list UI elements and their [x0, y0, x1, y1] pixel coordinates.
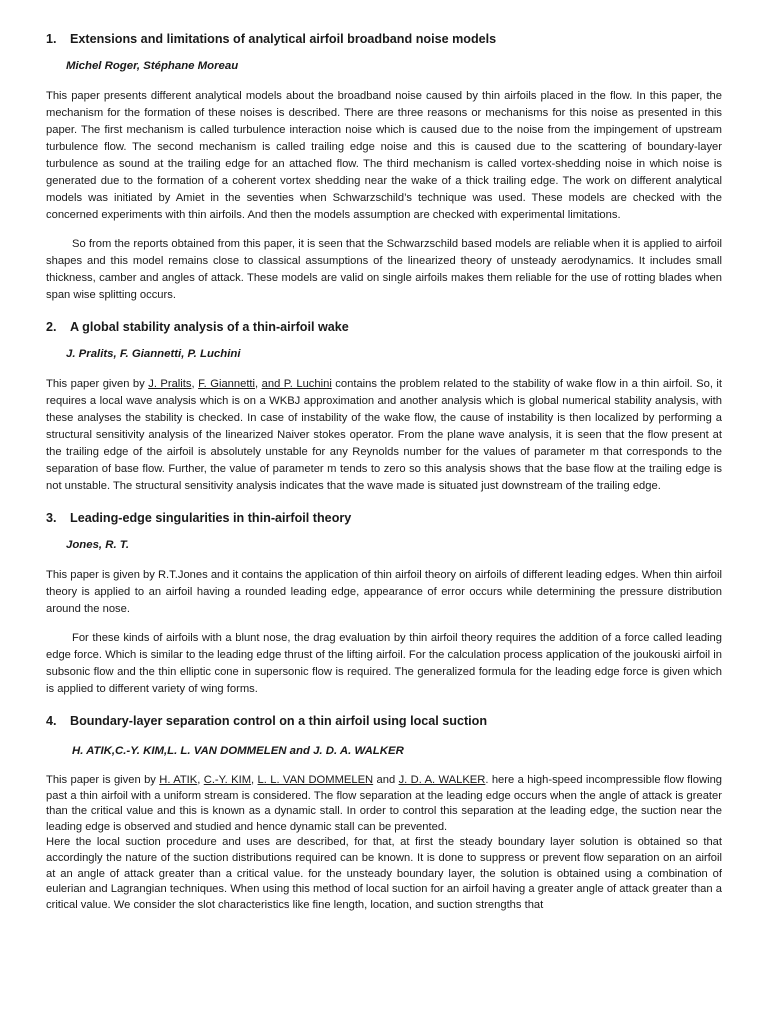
section-4-text-post: . here a high-speed incompressible flow flowing past a thin airfoil with a uniform stream is considered. The flow separation at the leading edge occurs when the angle of attack is greater than the critical value and this is known as a dynamic stall. In order to control this separation at the leading edge, the suction near the leading edge is observed and studied and hence dynamic stall can be prevented. [46, 774, 723, 833]
section-3-paragraph-1: This paper is given by R.T.Jones and it contains the application of thin airfoil theory on airfoils of different leading edges. When thin airfoil theory is applied to an airfoil having a rounded leading edge, appearance of error occurs while determining the pressure distribution around the nose. [46, 569, 722, 615]
author-link-pralits[interactable]: J. Pralits [148, 378, 192, 390]
section-4-paragraph-1 [46, 773, 722, 835]
section-3-authors: Jones, R. T. [66, 539, 130, 551]
section-1-authors: Michel Roger, Stéphane Moreau [66, 60, 239, 72]
author-link-kim[interactable]: C.-Y. KIM [203, 774, 252, 786]
section-4-paragraph-2: Here the local suction procedure and uses are described, for that, at first the steady boundary layer solution is obtained so that accordingly the nature of the suction distributions required can be known. It is done to suppress or prevent flow separation on an airfoil at an angle of attack greater than a critical value. for the unsteady boundary layer, the solution is obtained using a combination of eulerian and Lagrangian techniques. When using this method of local suction for an airfoil having a greater angle of attack greater than a critical value. We consider the slot characteristics like fine length, location, and suction strengths that [46, 836, 722, 911]
section-2-text-post: contains the problem related to the stability of wake flow in a thin airfoil. So, it requires a local wave analysis which is on a WKBJ approximation and another analysis which is global numerical stability analysis, with these analyses the stability is checked. In case of instability of the wake flow, the cause of instability is then localized by performing a structural sensitivity analysis of the linearized Naiver stokes operator. From the plane wave analysis, it is seen that the flow present at the trailing edge of the airfoil is absolutely unstable for any Reynolds number for the values of parameter m that corresponds to the separation of base flow. Further, the value of parameter m tends to zero so this analysis shows that the base flow at the trailing edge is not unstable. The structural sensitivity analysis indicates that the wave made is situated just downstream of the trailing edge. [46, 378, 722, 492]
section-1-number: 1. [46, 32, 57, 46]
section-2-number: 2. [46, 320, 57, 334]
author-link-atik[interactable]: H. ATIK [159, 774, 198, 786]
separator: , [255, 378, 262, 390]
section-1-paragraph-2: So from the reports obtained from this paper, it is seen that the Schwarzschild based models are reliable when it is applied to airfoil shapes and this model remains close to classical assumptions of the linearized theory of unsteady aerodynamics. It includes small thickness, camber and angles of attack. These models are valid on single airfoils makes them reliable for the use of rotting blades when span wise splitting occurs. [46, 238, 722, 301]
section-3-title: Leading-edge singularities in thin-airfoil theory [70, 511, 352, 525]
section-3-paragraph-2: For these kinds of airfoils with a blunt nose, the drag evaluation by thin airfoil theory requires the addition of a force called leading edge force. Which is similar to the leading edge thrust of the lifting airfoil. For the calculation process application of the joukouski airfoil in subsonic flow and the thin elliptic cone in supersonic flow is required. The generalized formula for the leading edge force is given which is applied to different variety of wing forms. [46, 632, 722, 695]
section-4-heading [46, 712, 722, 730]
section-4-title: Boundary-layer separation control on a thin airfoil using local suction [70, 714, 488, 728]
author-link-giannetti[interactable]: F. Giannetti [198, 378, 256, 390]
separator: , [191, 378, 199, 390]
author-link-luchini[interactable]: and P. Luchini [261, 378, 332, 390]
section-2-paragraph-1 [46, 376, 722, 495]
document-page [46, 30, 722, 913]
section-4-number: 4. [46, 714, 57, 728]
separator: , [251, 774, 258, 786]
section-2-text-pre: This paper given by [46, 378, 149, 390]
section-4-authors: H. ATIK,C.-Y. KIM,L. L. VAN DOMMELEN and J. D. A. WALKER [72, 745, 404, 757]
section-3-heading [46, 509, 722, 527]
author-link-walker[interactable]: J. D. A. WALKER [398, 774, 486, 786]
section-4-text-pre: This paper is given by [46, 774, 160, 786]
section-2-title: A global stability analysis of a thin-airfoil wake [70, 320, 349, 334]
author-link-van-dommelen[interactable]: L. L. VAN DOMMELEN [257, 774, 374, 786]
section-1-paragraph-1: This paper presents different analytical models about the broadband noise caused by thin airfoils placed in the flow. In this paper, the mechanism for the formation of these noises is described. There are three reasons or mechanisms for this noise as presented in this paper. The first mechanism is called turbulence interaction noise which is caused due to the noise from the impingement of upstream turbulence flow. The second mechanism is called trailing edge noise and this is caused due to the scattering of boundary-layer turbulence as sound at the trailing edge for an attached flow. The third mechanism is called vortex-shedding noise in which noise is generated due to the formation of a coherent vortex shedding near the wake of a thick trailing edge. The work on different analytical models was initiated by Amiet in the seventies when Schwarzschild’s technique was used. These models are checked with the concerned experiments with thin airfoils. And then the models assumption are checked with experimental limitations. [46, 90, 722, 221]
section-2-authors: J. Pralits, F. Giannetti, P. Luchini [66, 348, 241, 360]
section-3-number: 3. [46, 511, 57, 525]
section-1-heading [46, 30, 722, 48]
separator: , [197, 774, 204, 786]
separator: and [373, 774, 399, 786]
section-2-heading [46, 318, 722, 336]
section-1-title: Extensions and limitations of analytical airfoil broadband noise models [70, 32, 497, 46]
